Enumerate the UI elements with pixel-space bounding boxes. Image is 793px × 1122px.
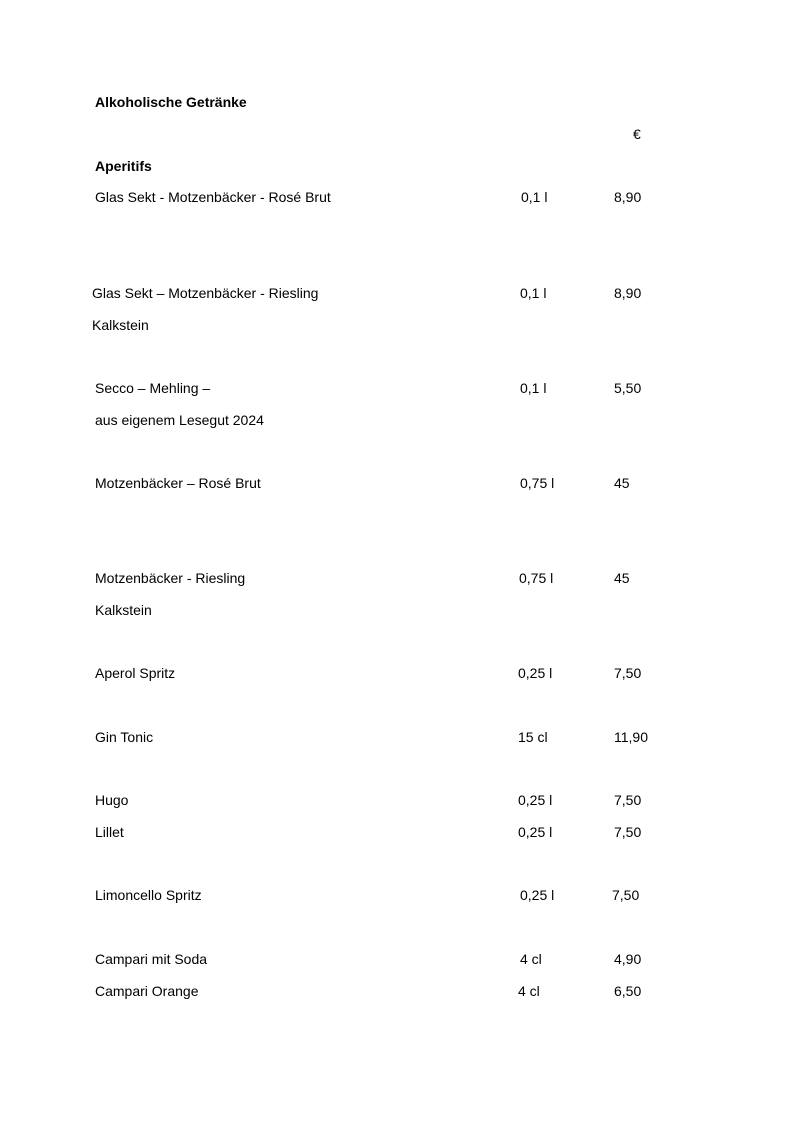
item-price: 7,50 xyxy=(614,824,642,840)
item-size: 4 cl xyxy=(518,983,540,999)
item-size: 0,25 l xyxy=(518,665,553,681)
item-price: 45 xyxy=(614,570,630,586)
item-size: 0,1 l xyxy=(521,189,548,205)
item-name: Lillet xyxy=(95,824,124,840)
section-heading: Aperitifs xyxy=(95,158,152,174)
item-name: Motzenbäcker – Rosé Brut xyxy=(95,475,261,491)
item-size: 0,25 l xyxy=(518,824,553,840)
item-size: 0,1 l xyxy=(520,285,547,301)
page-title: Alkoholische Getränke xyxy=(95,94,247,110)
item-name: Secco – Mehling – xyxy=(95,380,211,396)
item-price: 8,90 xyxy=(614,189,642,205)
item-name: Limoncello Spritz xyxy=(95,887,202,903)
item-price: 7,50 xyxy=(614,665,642,681)
item-size: 0,75 l xyxy=(519,570,554,586)
item-price: 11,90 xyxy=(614,729,648,745)
item-name: Gin Tonic xyxy=(95,729,154,745)
item-size: 0,1 l xyxy=(520,380,547,396)
item-size: 0,25 l xyxy=(518,792,553,808)
item-price: 8,90 xyxy=(614,285,642,301)
item-name: Aperol Spritz xyxy=(95,665,176,681)
currency-header: € xyxy=(633,126,641,142)
item-price: 7,50 xyxy=(612,887,640,903)
item-size: 15 cl xyxy=(518,729,548,745)
item-size: 0,75 l xyxy=(520,475,555,491)
item-name: Campari mit Soda xyxy=(95,951,208,967)
item-price: 7,50 xyxy=(614,792,642,808)
item-price: 6,50 xyxy=(614,983,642,999)
item-name-line2: aus eigenem Lesegut 2024 xyxy=(95,412,264,428)
item-name: Glas Sekt – Motzenbäcker - Riesling xyxy=(92,285,319,301)
item-price: 4,90 xyxy=(614,951,642,967)
item-name-line2: Kalkstein xyxy=(92,317,149,333)
item-name: Motzenbäcker - Riesling xyxy=(95,570,246,586)
item-price: 5,50 xyxy=(614,380,642,396)
item-name-line2: Kalkstein xyxy=(95,602,152,618)
item-name: Glas Sekt - Motzenbäcker - Rosé Brut xyxy=(95,189,331,205)
item-name: Hugo xyxy=(95,792,129,808)
item-size: 4 cl xyxy=(520,951,542,967)
item-name: Campari Orange xyxy=(95,983,199,999)
item-size: 0,25 l xyxy=(520,887,555,903)
item-price: 45 xyxy=(614,475,630,491)
